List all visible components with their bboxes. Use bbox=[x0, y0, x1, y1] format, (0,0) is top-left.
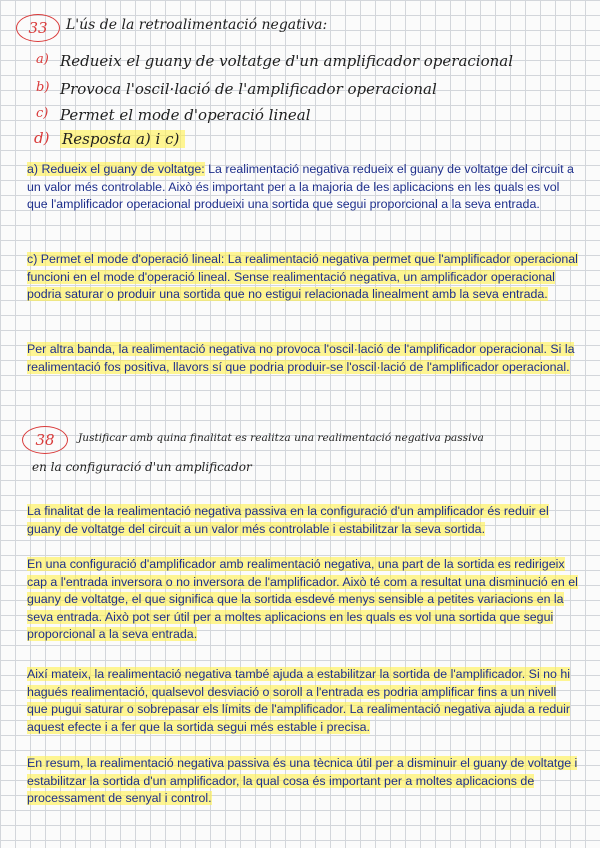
question-number: 38 bbox=[35, 431, 55, 449]
answer-block-33 bbox=[27, 161, 579, 214]
answer-label-c: c) Permet el mode d'operació lineal: bbox=[27, 252, 225, 266]
answer-paragraph-4 bbox=[27, 755, 579, 808]
answer-block-38-2 bbox=[27, 556, 579, 644]
option-letter: c) bbox=[36, 106, 49, 121]
answer-text-a: La realimentació negativa redueix el guany de voltatge del circuit a un valor més controlable. Això és important per a la majoria de les aplicacions en les quals es vol que l'amplificador operacional produeixi una sortida que segui proporcional a la seva entrada. bbox=[27, 162, 574, 212]
option-letter: d) bbox=[34, 129, 50, 147]
answer-paragraph-a bbox=[27, 161, 579, 214]
option-letter: a) bbox=[36, 52, 49, 67]
option-letter: b) bbox=[36, 80, 50, 95]
option-a: Redueix el guany de voltatge d'un amplificador operacional bbox=[60, 52, 514, 70]
answer-text-c: La realimentació negativa permet que l'amplificador operacional funcioni en el mode d'operació lineal. Sense realimentació negativa, un amplificador operacional podria saturar o produir una sortida que no estigui relacionada linealment amb la seva entrada. bbox=[27, 252, 578, 302]
option-d-answer: Resposta a) i c) bbox=[60, 130, 185, 148]
answer-paragraph-2 bbox=[27, 556, 579, 644]
question-number-circle bbox=[22, 426, 68, 454]
answer-text-4: En resum, la realimentació negativa passiva és una tècnica útil per a disminuir el guany de voltatge i estabilitzar la sortida d'un amplificador, la qual cosa és important per a moltes aplicacions de processament de senyal i control. bbox=[27, 756, 578, 806]
answer-paragraph-b bbox=[27, 341, 579, 376]
answer-paragraph-c bbox=[27, 251, 579, 304]
answer-label-a: a) Redueix el guany de voltatge: bbox=[27, 162, 205, 176]
answer-block-33b bbox=[27, 341, 579, 376]
question-text-line1: Justificar amb quina finalitat es realitza una realimentació negativa passiva bbox=[78, 432, 484, 444]
question-number-circle bbox=[16, 14, 60, 42]
answer-text-1: La finalitat de la realimentació negativa passiva en la configuració d'un amplificador és reduir el guany de voltatge del circuit a un valor més controlable i estabilitzar la seva sortida. bbox=[27, 504, 549, 536]
question-number: 33 bbox=[28, 19, 48, 37]
answer-text-2: En una configuració d'amplificador amb realimentació negativa, una part de la sortida es redirigeix cap a l'entrada inversora o no inversora de l'amplificador. Això té com a resultat una disminució en el guany de voltatge, el que significa que la sortida esdevé menys sensible a petites variacions en la seva entrada. Això pot ser útil per a moltes aplicacions en les quals es vol una sortida que segui proporcional a la seva entrada. bbox=[27, 557, 578, 642]
answer-paragraph-1 bbox=[27, 503, 579, 538]
question-text: L'ús de la retroalimentació negativa: bbox=[66, 17, 328, 33]
option-b: Provoca l'oscil·lació de l'amplificador operacional bbox=[60, 80, 437, 98]
answer-block-33c bbox=[27, 251, 579, 304]
answer-text-b: Per altra banda, la realimentació negativa no provoca l'oscil·lació de l'amplificador operacional. Si la realimentació fos positiva, llavors sí que podria produir-se l'oscil·lació de l'amplificador operacional. bbox=[27, 342, 575, 374]
answer-block-38-3 bbox=[27, 666, 579, 736]
answer-block-38 bbox=[27, 503, 579, 538]
answer-text-3: Així mateix, la realimentació negativa també ajuda a estabilitzar la sortida de l'amplificador. Si no hi hagués realimentació, qualsevol desviació o soroll a l'entrada es podria amplificar fins a un nivell que pugui saturar o sobrepasar els límits de l'amplificador. La realimentació negativa ajuda a reduir aquest efecte i a fer que la sortida segui més estable i precisa. bbox=[27, 667, 571, 734]
question-text-line2: en la configuració d'un amplificador bbox=[32, 460, 252, 474]
option-c: Permet el mode d'operació lineal bbox=[60, 106, 311, 124]
answer-paragraph-3 bbox=[27, 666, 579, 736]
answer-block-38-4 bbox=[27, 755, 579, 808]
